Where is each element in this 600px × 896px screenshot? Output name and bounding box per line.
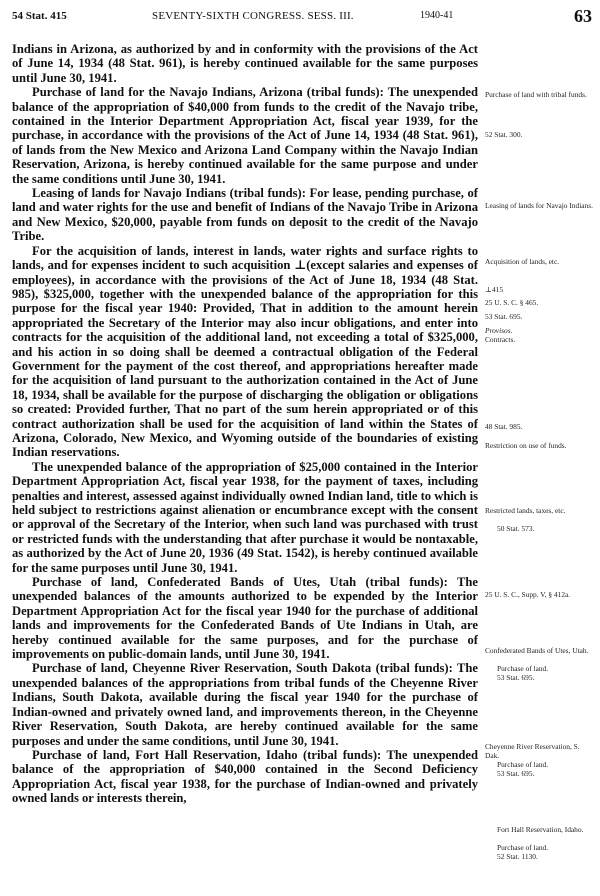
margin-note-stat-985: 48 Stat. 985. — [485, 422, 523, 431]
margin-note-provisos: Provisos. — [485, 326, 513, 335]
margin-note-contracts: Contracts. — [485, 335, 516, 344]
stat-reference: 54 Stat. 415 — [12, 10, 67, 22]
margin-note-utes: Confederated Bands of Utes, Utah. — [485, 646, 589, 655]
page-header — [12, 6, 596, 26]
page-number: 63 — [574, 6, 592, 26]
margin-note-utes-stat: 53 Stat. 695. — [497, 673, 535, 682]
margin-note-restriction: Restriction on use of funds. — [485, 441, 567, 450]
paragraph-navajo-purchase: Purchase of land for the Navajo Indians, Arizona (tribal funds): The unexpended balance of the appropriation of $40,000 from funds to the credit of the Navajo tribe, contained in the Interior Department Appropriation Act, fiscal year 1939, for the purchase, in accordance with the provisions of the Act of June 14, 1934 (48 Stat. 961), of lands from the New Mexico and Arizona Land Company within the Navajo Indian Reservation, Arizona, is hereby continued available for the same purpose and under the same conditions until June 30, 1941. — [12, 85, 478, 186]
statute-body — [12, 42, 478, 806]
margin-note-acquisition: Acquisition of lands, etc. — [485, 257, 560, 266]
paragraph-cheyenne-river: Purchase of land, Cheyenne River Reservation, South Dakota (tribal funds): The unexpended balances of the appropriations from tribal funds of the Cheyenne River Indians, South Dakota, available during the fiscal year 1940 for the purchase of Indian-owned and privately owned land, and improvements thereon, in the Cheyenne River Reservation, South Dakota, are hereby continued available for the same purposes and under the same conditions, until June 30, 1941. — [12, 661, 478, 748]
margin-note-usc-465: 25 U. S. C. § 465. — [485, 298, 539, 307]
margin-note-marker-415: ⊥415 — [485, 285, 504, 294]
margin-note-stat-573: 50 Stat. 573. — [497, 524, 535, 533]
margin-note-fort-hall-purchase: Purchase of land. — [497, 843, 549, 852]
margin-note-fort-hall: Fort Hall Reservation, Idaho. — [497, 825, 584, 834]
margin-note-navajo-leasing: Leasing of lands for Navajo Indians. — [485, 201, 593, 210]
margin-note-usc-supp: 25 U. S. C., Supp. V, § 412a. — [485, 590, 571, 599]
margin-note-navajo-purchase: Purchase of land with tribal funds. — [485, 90, 587, 99]
paragraph-land-acquisition: For the acquisition of lands, interest in lands, water rights and surface rights to lands, and for expenses incident to such acquisition ⊥(except salaries and expenses of employees), in accordance with the provisions of the Act of June 18, 1934 (48 Stat. 985), $325,000, together with the unexpended balance of the appropriation for this purpose for the fiscal year 1940: Provided, That in addition to the amount herein appropriated the Secretary of the Interior may also incur obligations, and enter into contracts for the acquisition of the additional land, not exceeding a total of $325,000, and his action in so doing shall be deemed a contractual obligation of the Federal Government for the payment of the cost thereof, and appropriations hereafter made for the acquisition of land pursuant to the authorization contained in the Act of June 18, 1934, shall be available for the purpose of discharging the obligation or obligations so created: Provided further, That no part of the sum herein appropriated or of this contract authorization shall be used for the acquisition of land within the States of Arizona, Colorado, New Mexico, and Wyoming outside of the boundaries of existing Indian reservations. — [12, 243, 478, 460]
paragraph-restricted-taxes: The unexpended balance of the appropriation of $25,000 contained in the Interior Department Appropriation Act, fiscal year 1938, for the payment of taxes, including penalties and interest, assessed against individually owned Indian land, title to which is held subject to restrictions against alienation or encumbrance except with the consent or approval of the Secretary of the Interior, when such land was purchased with trust or restricted funds with the understanding that after purchase it would be nontaxable, as authorized by the Act of June 20, 1936 (49 Stat. 1542), is hereby continued available for the same purposes until June 30, 1941. — [12, 459, 478, 575]
paragraph-fort-hall: Purchase of land, Fort Hall Reservation, Idaho (tribal funds): The unexpended balance of the appropriation of $40,000 contained in the Second Deficiency Appropriation Act, fiscal year 1938, for the purchase of Indian-owned and privately owned lands or interests therein, — [12, 747, 478, 806]
running-head: SEVENTY-SIXTH CONGRESS. SESS. III. — [152, 10, 354, 22]
margin-note-cheyenne-stat: 53 Stat. 695. — [497, 769, 535, 778]
margin-note-restricted-lands: Restricted lands, taxes, etc. — [485, 506, 566, 515]
margin-note-utes-purchase: Purchase of land. — [497, 664, 549, 673]
session-years: 1940-41 — [420, 10, 454, 21]
paragraph-navajo-leasing: Leasing of lands for Navajo Indians (tribal funds): For lease, pending purchase, of land and water rights for the use and benefit of Indians of the Navajo Tribe in Arizona and New Mexico, $20,000, payable from funds on deposit to the credit of the Navajo Tribe. — [12, 186, 478, 244]
margin-note-stat-695: 53 Stat. 695. — [485, 312, 523, 321]
margin-note-stat-300: 52 Stat. 300. — [485, 130, 523, 139]
paragraph-arizona-continuation: Indians in Arizona, as authorized by and in conformity with the provisions of the Act of June 14, 1934 (48 Stat. 961), is hereby continued available for the same purposes until June 30, 1941. — [12, 42, 478, 85]
paragraph-utes: Purchase of land, Confederated Bands of Utes, Utah (tribal funds): The unexpended balances of the amounts authorized to be expended by the Interior Department Appropriation Act for the fiscal year 1940 for the purchase of additional lands and improvements for the Confederated Bands of Ute Indians in Utah, are hereby continued available for the same purposes, and for the purchase of improvements on public-domain lands, until June 30, 1941. — [12, 575, 478, 662]
margin-note-cheyenne-purchase: Purchase of land. — [497, 760, 549, 769]
margin-note-fort-hall-stat: 52 Stat. 1130. — [497, 852, 538, 861]
margin-note-cheyenne: Cheyenne River Reservation, S. Dak. — [485, 742, 580, 760]
